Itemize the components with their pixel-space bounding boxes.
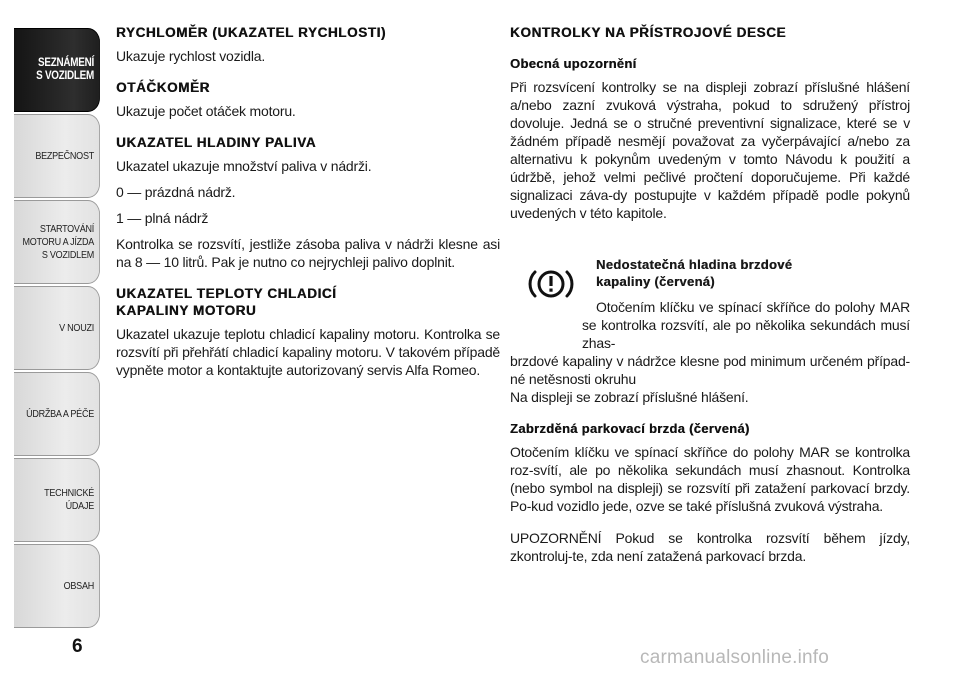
- left-column: [116, 24, 500, 379]
- tab-startovani[interactable]: STARTOVÁNÍ MOTORU A JÍZDA S VOZIDLEM: [14, 200, 100, 284]
- speedometer-heading: RYCHLOMĚR (UKAZATEL RYCHLOSTI): [116, 25, 386, 40]
- watermark: carmanualsonline.info: [640, 647, 830, 668]
- brake-fluid-heading: Nedostatečná hladina brzdové kapaliny (červená): [596, 257, 793, 289]
- tab-seznameni[interactable]: SEZNÁMENÍ S VOZIDLEM: [14, 28, 100, 112]
- right-column: [510, 24, 910, 565]
- tab-obsah[interactable]: OBSAH: [14, 544, 100, 628]
- brake-fluid-intro: Otočením klíčku ve spínací skříňce do polohy MAR se kontrolka rozsvítí, ale po několika sekundách musí zhas-: [582, 299, 910, 351]
- fuel-empty: 0 — prázdná nádrž.: [116, 184, 236, 200]
- general-warnings-heading: Obecná upozornění: [510, 56, 637, 71]
- brake-fluid-text: brzdové kapaliny v nádržce klesne pod minimum určeném případ-né netěsnosti okruhu: [510, 353, 910, 387]
- parking-brake-warning: UPOZORNĚNÍ Pokud se kontrolka rozsvítí během jízdy, zkontroluj-te, zda není zatažená parkovací brzda.: [510, 530, 910, 564]
- page-number: 6: [72, 636, 83, 657]
- tachometer-heading: OTÁČKOMĚR: [116, 80, 210, 95]
- fuel-warning: Kontrolka se rozsvítí, jestliže zásoba paliva v nádrži klesne asi na 8 — 10 litrů. Pak je nutno co nejrychleji palivo doplnit.: [116, 236, 500, 270]
- brake-fluid-block: [510, 256, 910, 406]
- speedometer-text: Ukazuje rychlost vozidla.: [116, 48, 266, 64]
- tab-v-nouzi[interactable]: V NOUZI: [14, 286, 100, 370]
- tab-technicke-udaje[interactable]: TECHNICKÉ ÚDAJE: [14, 458, 100, 542]
- warning-lights-heading: KONTROLKY NA PŘÍSTROJOVÉ DESCE: [510, 25, 787, 40]
- tab-bezpecnost[interactable]: BEZPEČNOST: [14, 114, 100, 198]
- fuel-text: Ukazatel ukazuje množství paliva v nádrži.: [116, 158, 372, 174]
- tab-udrzba[interactable]: ÚDRŽBA A PÉČE: [14, 372, 100, 456]
- coolant-text: Ukazatel ukazuje teplotu chladicí kapaliny motoru. Kontrolka se rozsvítí při přehřátí chladicí kapaliny motoru. V takovém případě vypněte motor a kontaktujte autorizovaný servis Alfa Romeo.: [116, 326, 500, 378]
- tachometer-text: Ukazuje počet otáček motoru.: [116, 103, 296, 119]
- parking-brake-heading: Zabrzděná parkovací brzda (červená): [510, 421, 750, 436]
- parking-brake-text: Otočením klíčku ve spínací skříňce do polohy MAR se kontrolka roz-svítí, ale po několika sekundách musí zhasnout. Kontrolka (nebo symbol na displeji) se rozsvítí při zatažení parkovací brzdy. Po-kud vozidlo jede, ozve se také příslušná zvuková výstraha.: [510, 444, 910, 514]
- fuel-heading: UKAZATEL HLADINY PALIVA: [116, 135, 317, 150]
- fuel-full: 1 — plná nádrž: [116, 210, 209, 226]
- coolant-heading: UKAZATEL TEPLOTY CHLADICÍ KAPALINY MOTORU: [116, 286, 337, 318]
- brake-warning-icon: [526, 264, 576, 304]
- brake-fluid-display-message: Na displeji se zobrazí příslušné hlášení.: [510, 389, 749, 405]
- general-warnings-text: Při rozsvícení kontrolky se na displeji zobrazí příslušné hlášení a/nebo zazní zvuková výstraha, pokud to sdružený přístroj dovoluje. Jedná se o stručné preventivní signalizace, které se v žádném případě nesmějí považovat za vyčerpávající a/nebo za alternativu k pokynům uvedeným v tomto Návodu k použití a údržbě, jehož velmi pečlivé pročtení doporučujeme. Při každé signalizaci záva-dy postupujte v každém případě podle pokynů uvedených v této kapitole.: [510, 79, 910, 221]
